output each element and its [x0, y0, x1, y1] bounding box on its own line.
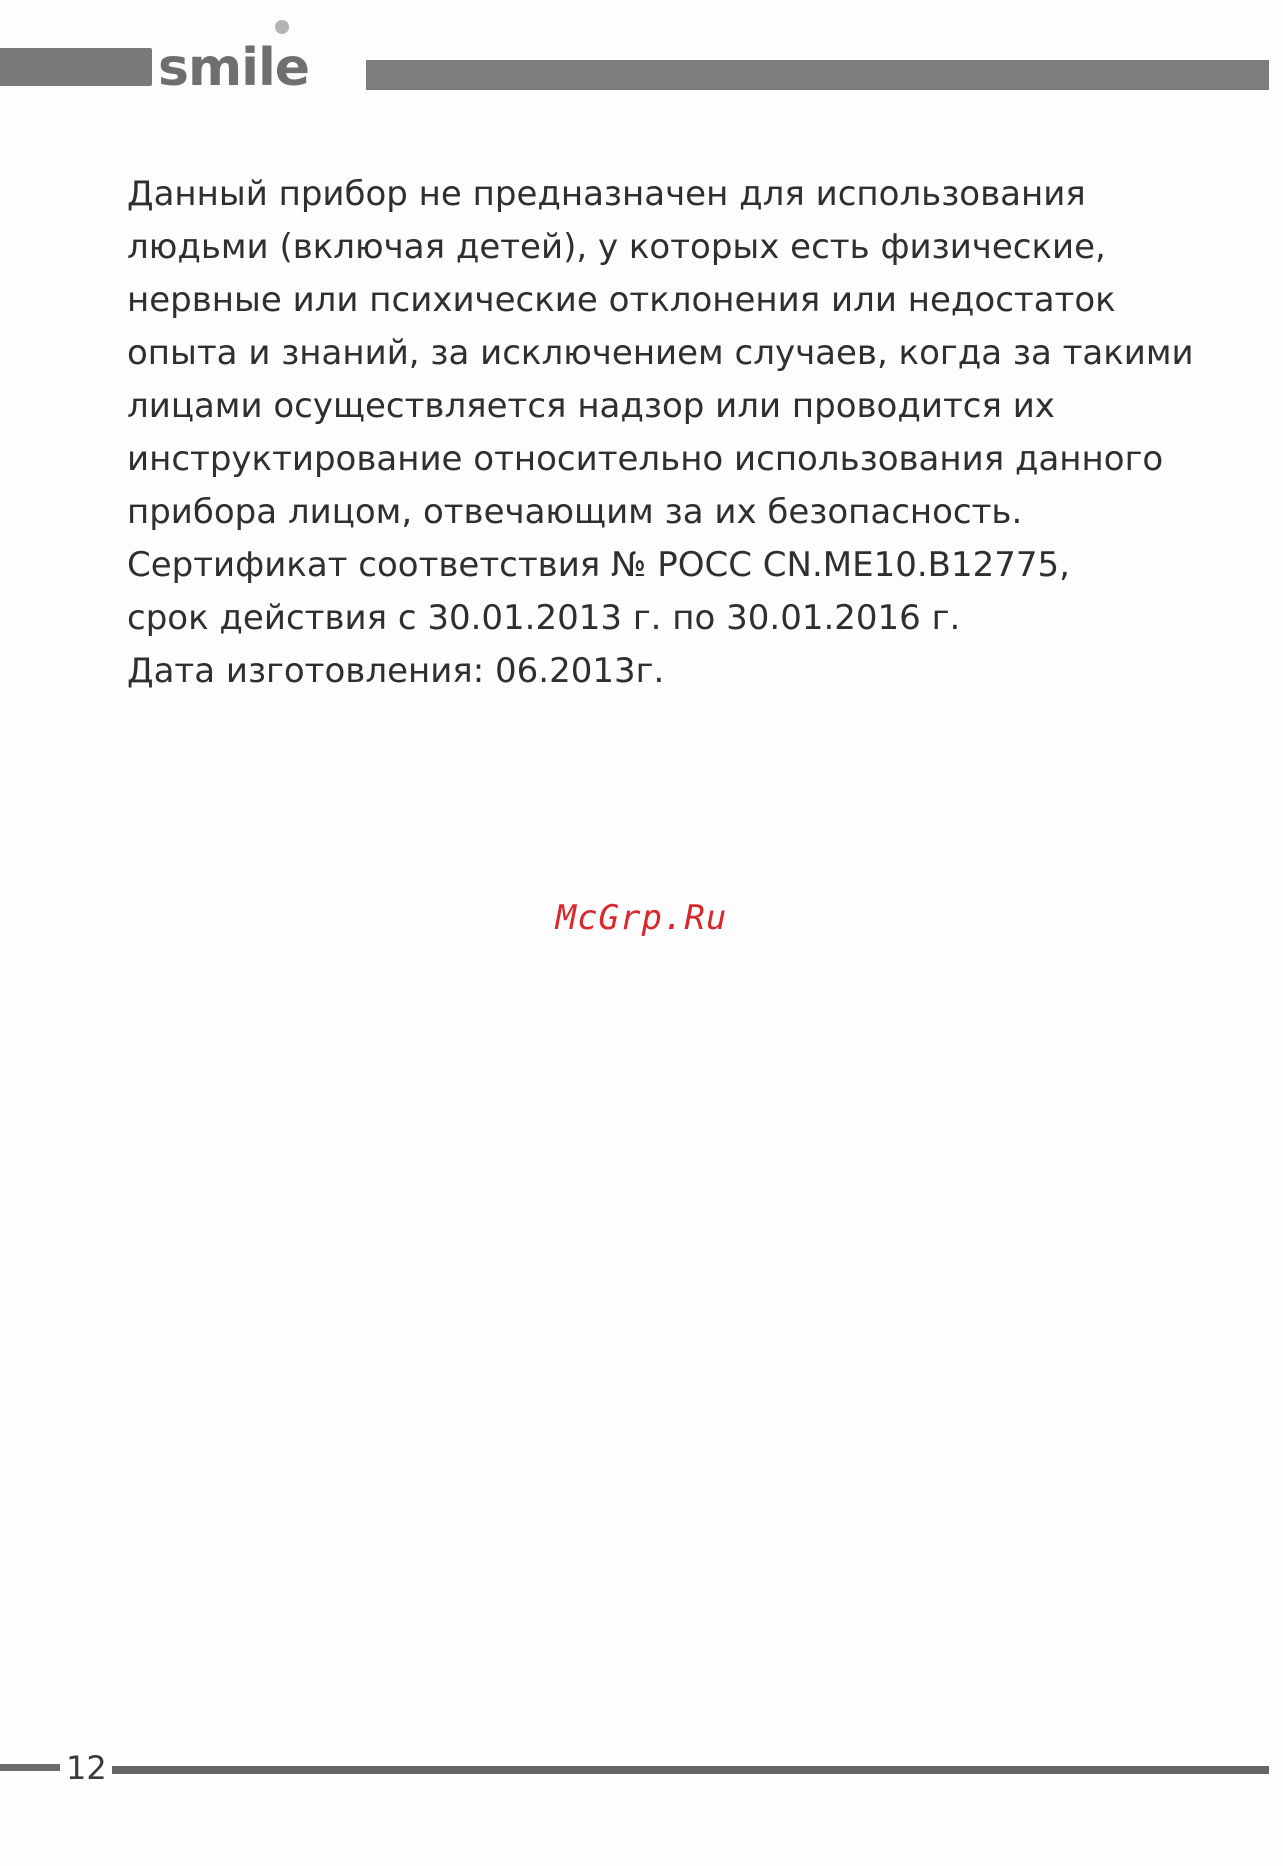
manufacture-date-line: Дата изготовления: 06.2013г.: [127, 651, 665, 691]
page-number: 12: [66, 1749, 107, 1787]
watermark: McGrp.Ru: [555, 898, 728, 938]
body-line: лицами осуществляется надзор или проводится их: [127, 386, 1055, 426]
body-line: опыта и знаний, за исключением случаев, когда за такими: [127, 333, 1194, 373]
footer-rule-left: [0, 1764, 60, 1771]
footer: [0, 1748, 1283, 1788]
header-bar-left: [0, 48, 152, 86]
brand-logo: [158, 40, 309, 96]
logo-dot-icon: [275, 20, 289, 34]
body-line: инструктирование относительно использования данного: [127, 439, 1164, 479]
body-line: нервные или психические отклонения или недостаток: [127, 280, 1116, 320]
certificate-line: Сертификат соответствия № РОСС CN.ME10.B12775,: [127, 545, 1070, 585]
header-band: [0, 38, 1283, 98]
document-body: [127, 168, 1247, 698]
body-line: людьми (включая детей), у которых есть физические,: [127, 227, 1106, 267]
footer-rule-right: [112, 1766, 1269, 1774]
body-line: прибора лицом, отвечающим за их безопасность.: [127, 492, 1023, 532]
body-line: Данный прибор не предназначен для использования: [127, 174, 1086, 214]
validity-line: срок действия с 30.01.2013 г. по 30.01.2016 г.: [127, 598, 961, 638]
logo-text: smile: [158, 38, 310, 98]
header-bar-right: [366, 60, 1269, 90]
